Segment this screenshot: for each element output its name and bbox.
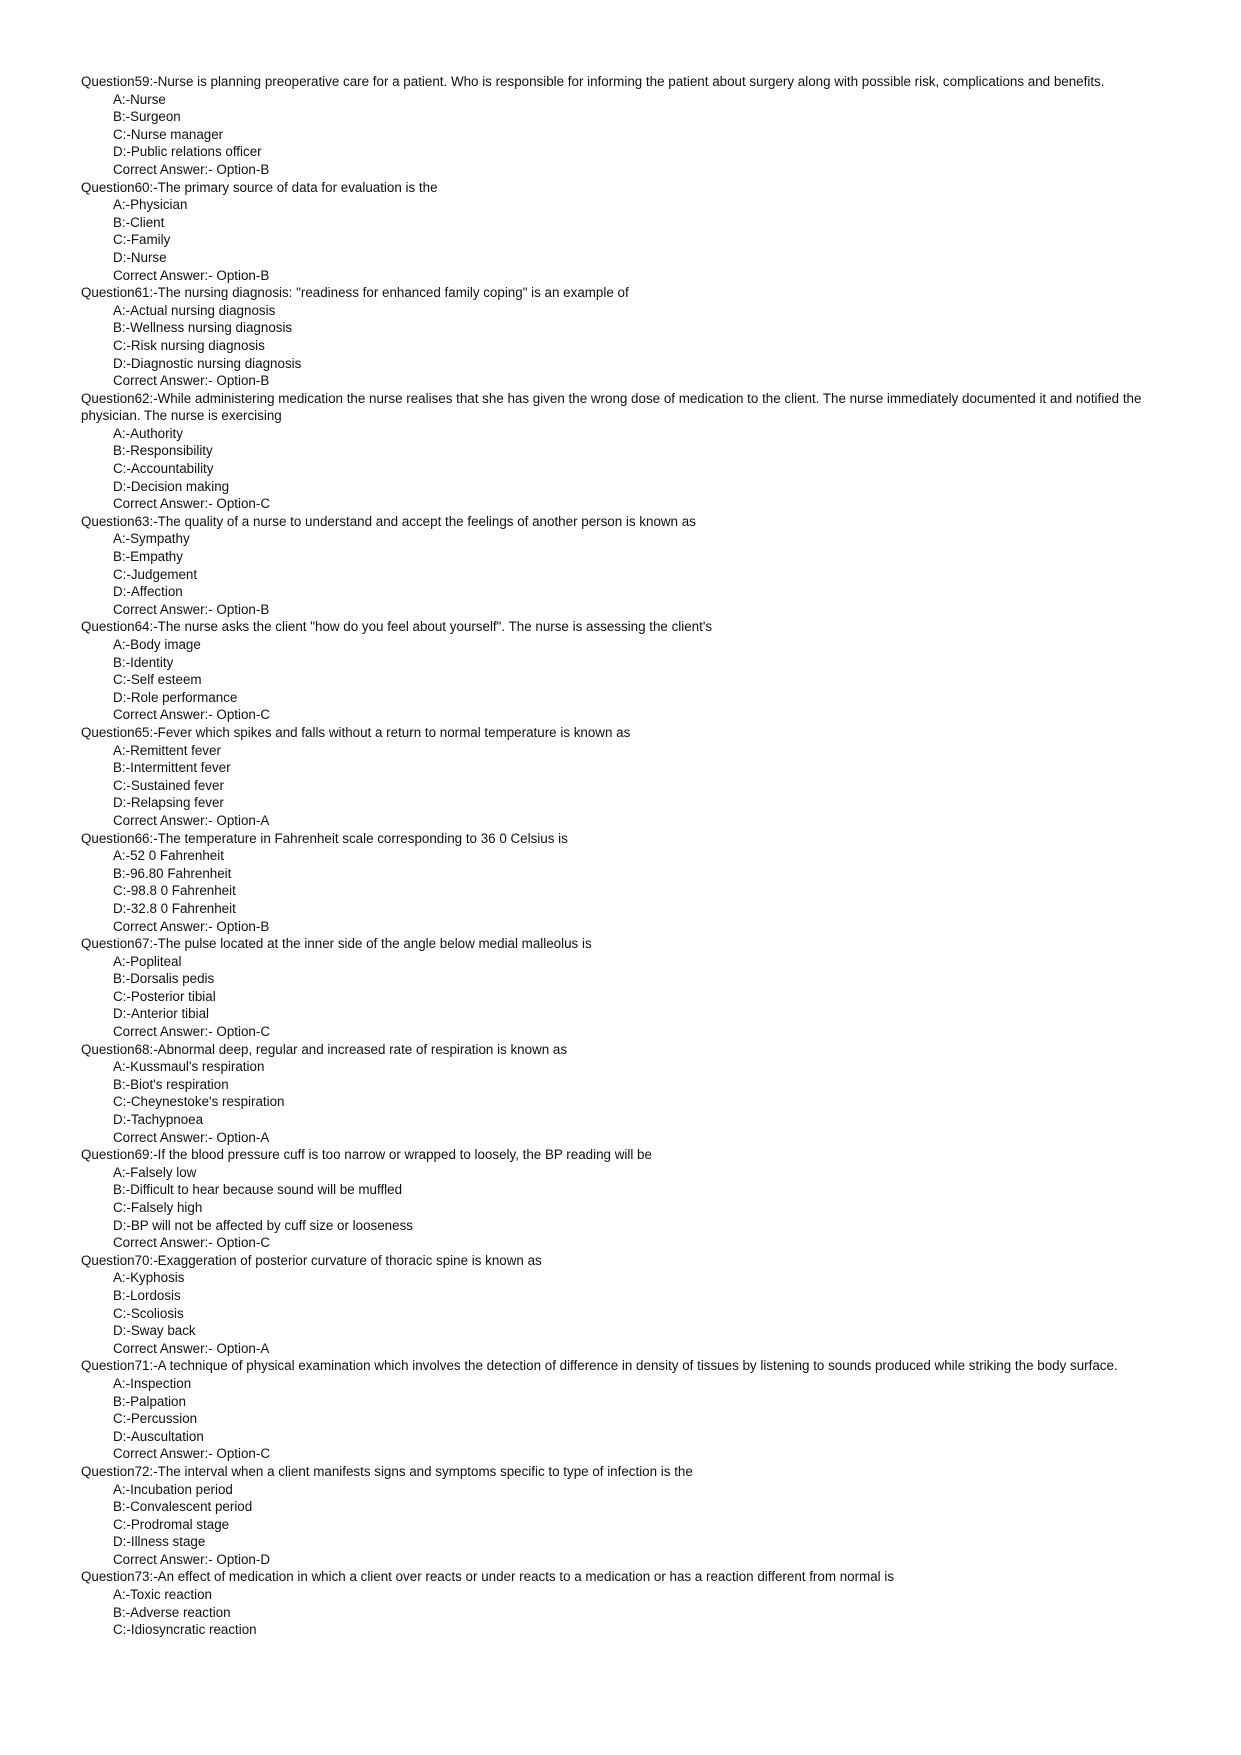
- option-item: D:-Decision making: [113, 478, 230, 494]
- option-item: C:-Cheynestoke's respiration: [113, 1094, 285, 1110]
- option-list: [81, 953, 1166, 1023]
- option-item: B:-96.80 Fahrenheit: [113, 865, 232, 881]
- option-item: A:-Authority: [113, 425, 183, 441]
- question-block: [81, 1252, 1166, 1358]
- option-item: C:-Idiosyncratic reaction: [113, 1622, 257, 1638]
- option-list: [81, 1269, 1166, 1339]
- option-item: D:-32.8 0 Fahrenheit: [113, 900, 236, 916]
- question-block: [81, 1146, 1166, 1252]
- option-item: A:-Falsely low: [113, 1164, 197, 1180]
- option-item: A:-Nurse: [113, 91, 166, 107]
- question-stem: Question62:-While administering medication the nurse realises that she has given the wrong dose of medication to the client. The nurse immediately documented it and notified the physician. The nurse is exercising: [81, 390, 1142, 424]
- correct-answer: Correct Answer:- Option-C: [113, 1235, 271, 1251]
- correct-answer: Correct Answer:- Option-B: [113, 373, 270, 389]
- option-item: A:-52 0 Fahrenheit: [113, 848, 224, 864]
- option-item: C:-Percussion: [113, 1411, 198, 1427]
- option-item: B:-Lordosis: [113, 1287, 181, 1303]
- question-block: [81, 618, 1166, 724]
- question-block: [81, 1568, 1166, 1638]
- option-item: C:-Risk nursing diagnosis: [113, 337, 265, 353]
- option-item: D:-Auscultation: [113, 1428, 204, 1444]
- option-list: [81, 196, 1166, 266]
- question-stem: Question61:-The nursing diagnosis: "readiness for enhanced family coping" is an example of: [81, 285, 629, 301]
- question-block: [81, 1357, 1166, 1463]
- option-item: A:-Inspection: [113, 1375, 192, 1391]
- option-item: D:-Tachypnoea: [113, 1112, 204, 1128]
- option-item: A:-Actual nursing diagnosis: [113, 302, 276, 318]
- option-list: [81, 1375, 1166, 1445]
- option-list: [81, 530, 1166, 600]
- option-list: [81, 1164, 1166, 1234]
- option-item: C:-Judgement: [113, 566, 198, 582]
- option-list: [81, 636, 1166, 706]
- question-stem: Question69:-If the blood pressure cuff is too narrow or wrapped to loosely, the BP reading will be: [81, 1147, 652, 1163]
- option-item: C:-Posterior tibial: [113, 988, 216, 1004]
- question-block: [81, 830, 1166, 936]
- option-item: A:-Popliteal: [113, 953, 182, 969]
- option-list: [81, 302, 1166, 372]
- option-list: [81, 742, 1166, 812]
- correct-answer: Correct Answer:- Option-C: [113, 1446, 271, 1462]
- correct-answer: Correct Answer:- Option-A: [113, 812, 270, 828]
- option-item: C:-Falsely high: [113, 1200, 203, 1215]
- option-list: [81, 1058, 1166, 1128]
- option-item: B:-Responsibility: [113, 443, 213, 459]
- question-stem: Question67:-The pulse located at the inner side of the angle below medial malleolus is: [81, 936, 592, 952]
- option-item: C:-Nurse manager: [113, 126, 224, 142]
- option-list: [81, 1481, 1166, 1551]
- correct-answer: Correct Answer:- Option-B: [113, 918, 270, 934]
- option-item: B:-Identity: [113, 654, 174, 670]
- correct-answer: Correct Answer:- Option-C: [113, 707, 271, 723]
- option-item: A:-Toxic reaction: [113, 1587, 212, 1603]
- question-stem: Question59:-Nurse is planning preoperative care for a patient. Who is responsible for informing the patient about surgery along with possible risk, complications and benefits.: [81, 74, 1105, 89]
- question-stem: Question68:-Abnormal deep, regular and increased rate of respiration is known as: [81, 1041, 568, 1057]
- option-list: [81, 91, 1166, 161]
- option-item: A:-Kussmaul's respiration: [113, 1059, 265, 1075]
- option-item: C:-Accountability: [113, 461, 214, 477]
- option-item: C:-Sustained fever: [113, 777, 224, 793]
- option-item: B:-Palpation: [113, 1393, 186, 1409]
- option-item: D:-BP will not be affected by cuff size or looseness: [113, 1217, 413, 1233]
- question-block: [81, 513, 1166, 619]
- option-item: B:-Empathy: [113, 549, 183, 565]
- correct-answer: Correct Answer:- Option-D: [113, 1551, 271, 1567]
- option-item: B:-Surgeon: [113, 109, 181, 125]
- question-block: [81, 390, 1166, 513]
- question-block: [81, 73, 1166, 179]
- option-item: D:-Public relations officer: [113, 144, 262, 160]
- option-item: B:-Biot's respiration: [113, 1076, 229, 1092]
- question-stem: Question65:-Fever which spikes and falls without a return to normal temperature is known as: [81, 724, 631, 740]
- option-item: B:-Dorsalis pedis: [113, 971, 215, 987]
- correct-answer: Correct Answer:- Option-C: [113, 1024, 271, 1040]
- option-item: D:-Sway back: [113, 1323, 196, 1339]
- option-item: D:-Affection: [113, 584, 183, 600]
- option-list: [81, 847, 1166, 917]
- correct-answer: Correct Answer:- Option-C: [113, 496, 271, 512]
- option-item: A:-Incubation period: [113, 1481, 233, 1497]
- question-block: [81, 284, 1166, 390]
- question-stem: Question60:-The primary source of data for evaluation is the: [81, 179, 438, 195]
- question-stem: Question64:-The nurse asks the client "how do you feel about yourself". The nurse is assessing the client's: [81, 619, 713, 635]
- option-item: D:-Nurse: [113, 249, 167, 265]
- option-item: D:-Relapsing fever: [113, 795, 224, 811]
- option-item: A:-Physician: [113, 197, 188, 213]
- option-item: C:-Self esteem: [113, 672, 202, 688]
- question-document: [81, 73, 1166, 1639]
- question-stem: Question66:-The temperature in Fahrenheit scale corresponding to 36 0 Celsius is: [81, 830, 568, 846]
- option-item: B:-Client: [113, 214, 165, 230]
- correct-answer: Correct Answer:- Option-A: [113, 1129, 270, 1145]
- option-item: A:-Kyphosis: [113, 1270, 185, 1286]
- option-item: D:-Illness stage: [113, 1534, 206, 1550]
- option-list: [81, 1586, 1166, 1639]
- correct-answer: Correct Answer:- Option-B: [113, 267, 270, 283]
- correct-answer: Correct Answer:- Option-A: [113, 1340, 270, 1356]
- option-item: D:-Role performance: [113, 689, 238, 705]
- question-block: [81, 179, 1166, 285]
- option-item: B:-Difficult to hear because sound will be muffled: [113, 1182, 403, 1198]
- option-item: D:-Anterior tibial: [113, 1006, 209, 1022]
- correct-answer: Correct Answer:- Option-B: [113, 601, 270, 617]
- option-item: C:-Prodromal stage: [113, 1516, 230, 1532]
- option-list: [81, 425, 1166, 495]
- question-stem: Question71:-A technique of physical examination which involves the detection of difference in density of tissues by listening to sounds produced while striking the body surface.: [81, 1358, 1118, 1374]
- correct-answer: Correct Answer:- Option-B: [113, 161, 270, 177]
- question-block: [81, 724, 1166, 830]
- option-item: B:-Convalescent period: [113, 1499, 253, 1515]
- option-item: A:-Body image: [113, 637, 201, 652]
- question-block: [81, 935, 1166, 1041]
- option-item: D:-Diagnostic nursing diagnosis: [113, 355, 302, 371]
- option-item: C:-Scoliosis: [113, 1305, 184, 1321]
- option-item: C:-98.8 0 Fahrenheit: [113, 883, 236, 899]
- option-item: B:-Adverse reaction: [113, 1604, 231, 1620]
- question-stem: Question63:-The quality of a nurse to understand and accept the feelings of another person is known as: [81, 513, 696, 529]
- option-item: B:-Wellness nursing diagnosis: [113, 320, 293, 336]
- option-item: B:-Intermittent fever: [113, 760, 231, 776]
- question-stem: Question72:-The interval when a client manifests signs and symptoms specific to type of infection is the: [81, 1463, 693, 1479]
- question-stem: Question73:-An effect of medication in which a client over reacts or under reacts to a medication or has a reaction different from normal is: [81, 1569, 895, 1585]
- question-block: [81, 1041, 1166, 1147]
- option-item: A:-Sympathy: [113, 531, 190, 547]
- option-item: C:-Family: [113, 232, 171, 248]
- option-item: A:-Remittent fever: [113, 742, 221, 758]
- question-block: [81, 1463, 1166, 1569]
- question-stem: Question70:-Exaggeration of posterior curvature of thoracic spine is known as: [81, 1252, 542, 1268]
